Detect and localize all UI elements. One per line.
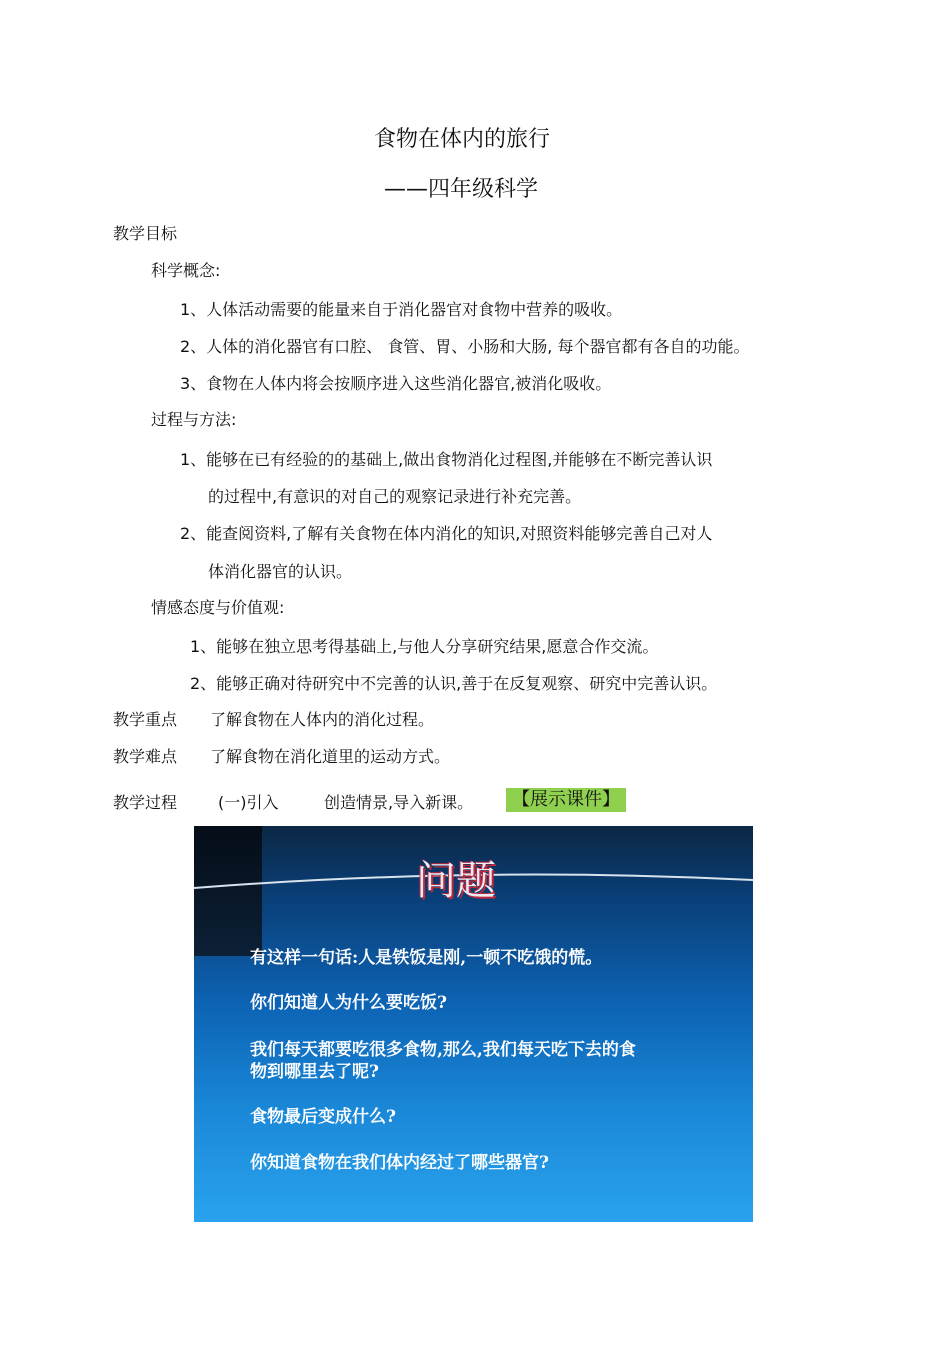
courseware-highlight: 【展示课件】 [506,788,626,812]
slide-title: 问题 [416,858,496,904]
doc-subtitle: ——四年级科学 [384,177,539,202]
concept-item-3: 3、食物在人体内将会按顺序进入这些消化器官,被消化吸收。 [180,374,612,393]
procedure-text: 创造情景,导入新课。 [324,793,474,812]
slide-line-2: 你们知道人为什么要吃饭? [250,993,447,1013]
concept-item-1: 1、人体活动需要的能量来自于消化器官对食物中营养的吸收。 [180,300,623,319]
key-point-text: 了解食物在人体内的消化过程。 [210,710,435,729]
emotion-heading: 情感态度与价值观: [151,598,285,617]
slide-line-3: 我们每天都要吃很多食物,那么,我们每天吃下去的食 [250,1040,636,1060]
emotion-item-1: 1、能够在独立思考得基础上,与他人分享研究结果,愿意合作交流。 [190,637,659,656]
procedure-label: 教学过程 [113,793,178,812]
slide-line-5: 食物最后变成什么? [250,1107,396,1127]
slide-line-6: 你知道食物在我们体内经过了哪些器官? [250,1153,549,1173]
process-item-2-line2: 体消化器官的认识。 [208,562,353,581]
difficulty-text: 了解食物在消化道里的运动方式。 [210,747,451,766]
slide-line-1: 有这样一句话:人是铁饭是刚,一顿不吃饿的慌。 [250,948,603,968]
process-heading: 过程与方法: [151,410,237,429]
goals-heading: 教学目标 [113,224,178,243]
courseware-slide [194,826,753,1222]
process-item-1-line2: 的过程中,有意识的对自己的观察记录进行补充完善。 [208,487,582,506]
concept-item-2: 2、人体的消化器官有口腔、 食管、胃、小肠和大肠, 每个器官都有各自的功能。 [180,337,750,356]
doc-title: 食物在体内的旅行 [374,127,551,152]
procedure-step: (一)引入 [218,793,279,812]
slide-line-4: 物到哪里去了呢? [250,1062,379,1082]
process-item-1-line1: 1、能够在已有经验的的基础上,做出食物消化过程图,并能够在不断完善认识 [180,450,713,469]
key-point-label: 教学重点 [113,710,178,729]
emotion-item-2: 2、能够正确对待研究中不完善的认识,善于在反复观察、研究中完善认识。 [190,674,718,693]
process-item-2-line1: 2、能查阅资料,了解有关食物在体内消化的知识,对照资料能够完善自己对人 [180,524,713,543]
concept-heading: 科学概念: [151,261,221,280]
difficulty-label: 教学难点 [113,747,178,766]
